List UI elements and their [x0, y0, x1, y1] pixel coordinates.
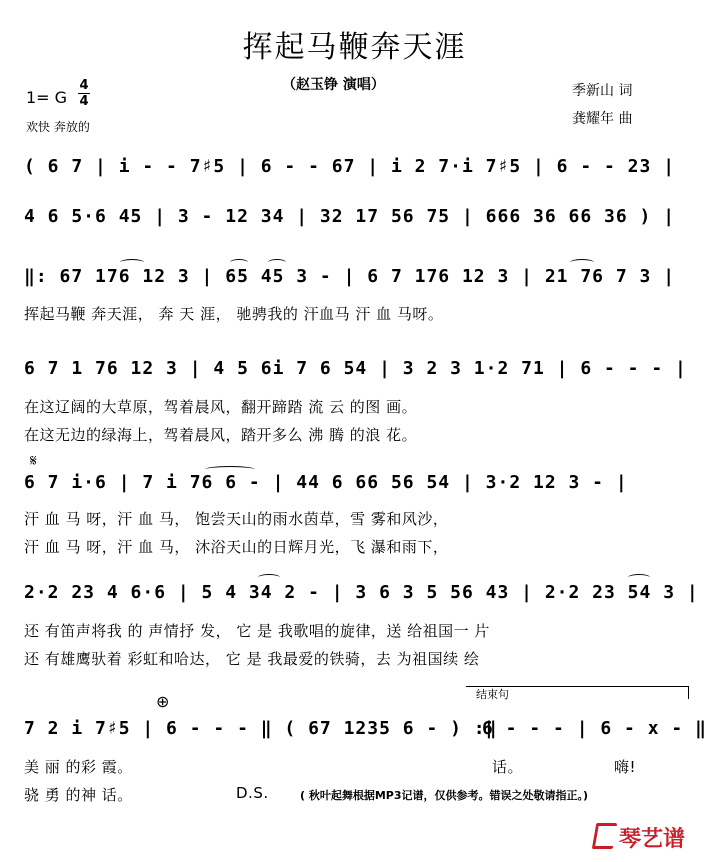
lyric-line-3: 挥起马鞭 奔天涯， 奔 天 涯， 驰骋我的 汗血马 汗 血 马呀。: [24, 305, 444, 323]
ending-label: 结束句: [476, 688, 509, 701]
logo-text: 琴艺谱: [619, 827, 686, 852]
lyric-line-7a-end2: 嗨!: [614, 758, 637, 776]
score-line-7a: 7 2 i 7♯5 | 6 - - - ‖ ( 67 1235 6 - ) :‖: [24, 718, 498, 739]
lyric-line-7a-end1: 话。: [492, 758, 524, 776]
score-line-3: ‖: 67 176 12 3 | 65 45 3 - | 6 7 176 12 3 | 21 76 7 3 |: [24, 266, 676, 287]
tempo-marking: 欢快 奔放的: [26, 120, 90, 134]
score-line-2: 4 6 5·6 45 | 3 - 12 34 | 32 17 56 75 | 666 36 66 36 ) |: [24, 206, 676, 227]
slur-mark: [230, 259, 248, 266]
singer-credit: （赵玉铮 演唱）: [282, 77, 385, 93]
score-line-1: ( 6 7 | i - - 7♯5 | 6 - - 67 | i 2 7·i 7♯5 | 6 - - 23 |: [24, 156, 676, 177]
score-line-7b: 6 - - - | 6 - x - ‖: [482, 718, 707, 739]
slur-mark: [570, 259, 594, 266]
lyric-line-7b: 骁 勇 的神 话。: [24, 786, 133, 804]
lyric-line-6b: 还 有雄鹰驮着 彩虹和哈达， 它 是 我最爱的铁骑，去 为祖国续 绘: [24, 650, 480, 668]
time-sig-bottom: 4: [79, 94, 89, 109]
lyric-line-4b: 在这无边的绿海上，驾着晨风，踏开多么 沸 腾 的浪 花。: [24, 426, 418, 444]
score-line-6: 2·2 23 4 6·6 | 5 4 34 2 - | 3 6 3 5 56 43 | 2·2 23 54 3 |: [24, 582, 699, 603]
score-line-4: 6 7 1 76 12 3 | 4 5 6i 7 6 54 | 3 2 3 1·2 71 | 6 - - - |: [24, 358, 687, 379]
lyric-line-6a: 还 有笛声将我 的 声情抒 发， 它 是 我歌唱的旋律，送 给祖国一 片: [24, 622, 490, 640]
segno-sign: 𝄋: [30, 451, 37, 470]
lyric-line-5b: 汗 血 马 呀，汗 血 马， 沐浴天山的日辉月光，飞 瀑和雨下，: [24, 538, 449, 556]
time-signature: [78, 79, 90, 108]
slur-mark: [628, 574, 650, 581]
site-logo: [594, 822, 685, 853]
time-sig-top: 4: [79, 78, 89, 93]
song-title: 挥起马鞭奔天涯: [242, 30, 467, 65]
slur-mark: [268, 259, 286, 266]
slur-mark: [258, 574, 280, 581]
ds-marking: D.S.: [236, 784, 269, 802]
lyric-line-5a: 汗 血 马 呀，汗 血 马， 饱尝天山的雨水茵草，雪 雾和风沙，: [24, 510, 449, 528]
composer-credit: 龚耀年 曲: [572, 111, 633, 127]
score-line-5: 6 7 i·6 | 7 i 76 6 - | 44 6 66 56 54 | 3·2 12 3 - |: [24, 472, 628, 493]
coda-sign: ⊕: [156, 692, 170, 711]
logo-icon: [592, 823, 618, 849]
lyric-line-4a: 在这辽阔的大草原，驾着晨风，翻开蹄踏 流 云 的图 画。: [24, 398, 418, 416]
transcriber-note: ( 秋叶起舞根据MP3记谱，仅供参考。错误之处敬请指正。): [300, 789, 589, 802]
key-signature: 1= G: [26, 88, 68, 107]
lyric-line-7a: 美 丽 的彩 霞。: [24, 758, 133, 776]
slur-mark: [120, 259, 144, 266]
lyricist-credit: 季新山 词: [572, 83, 633, 99]
